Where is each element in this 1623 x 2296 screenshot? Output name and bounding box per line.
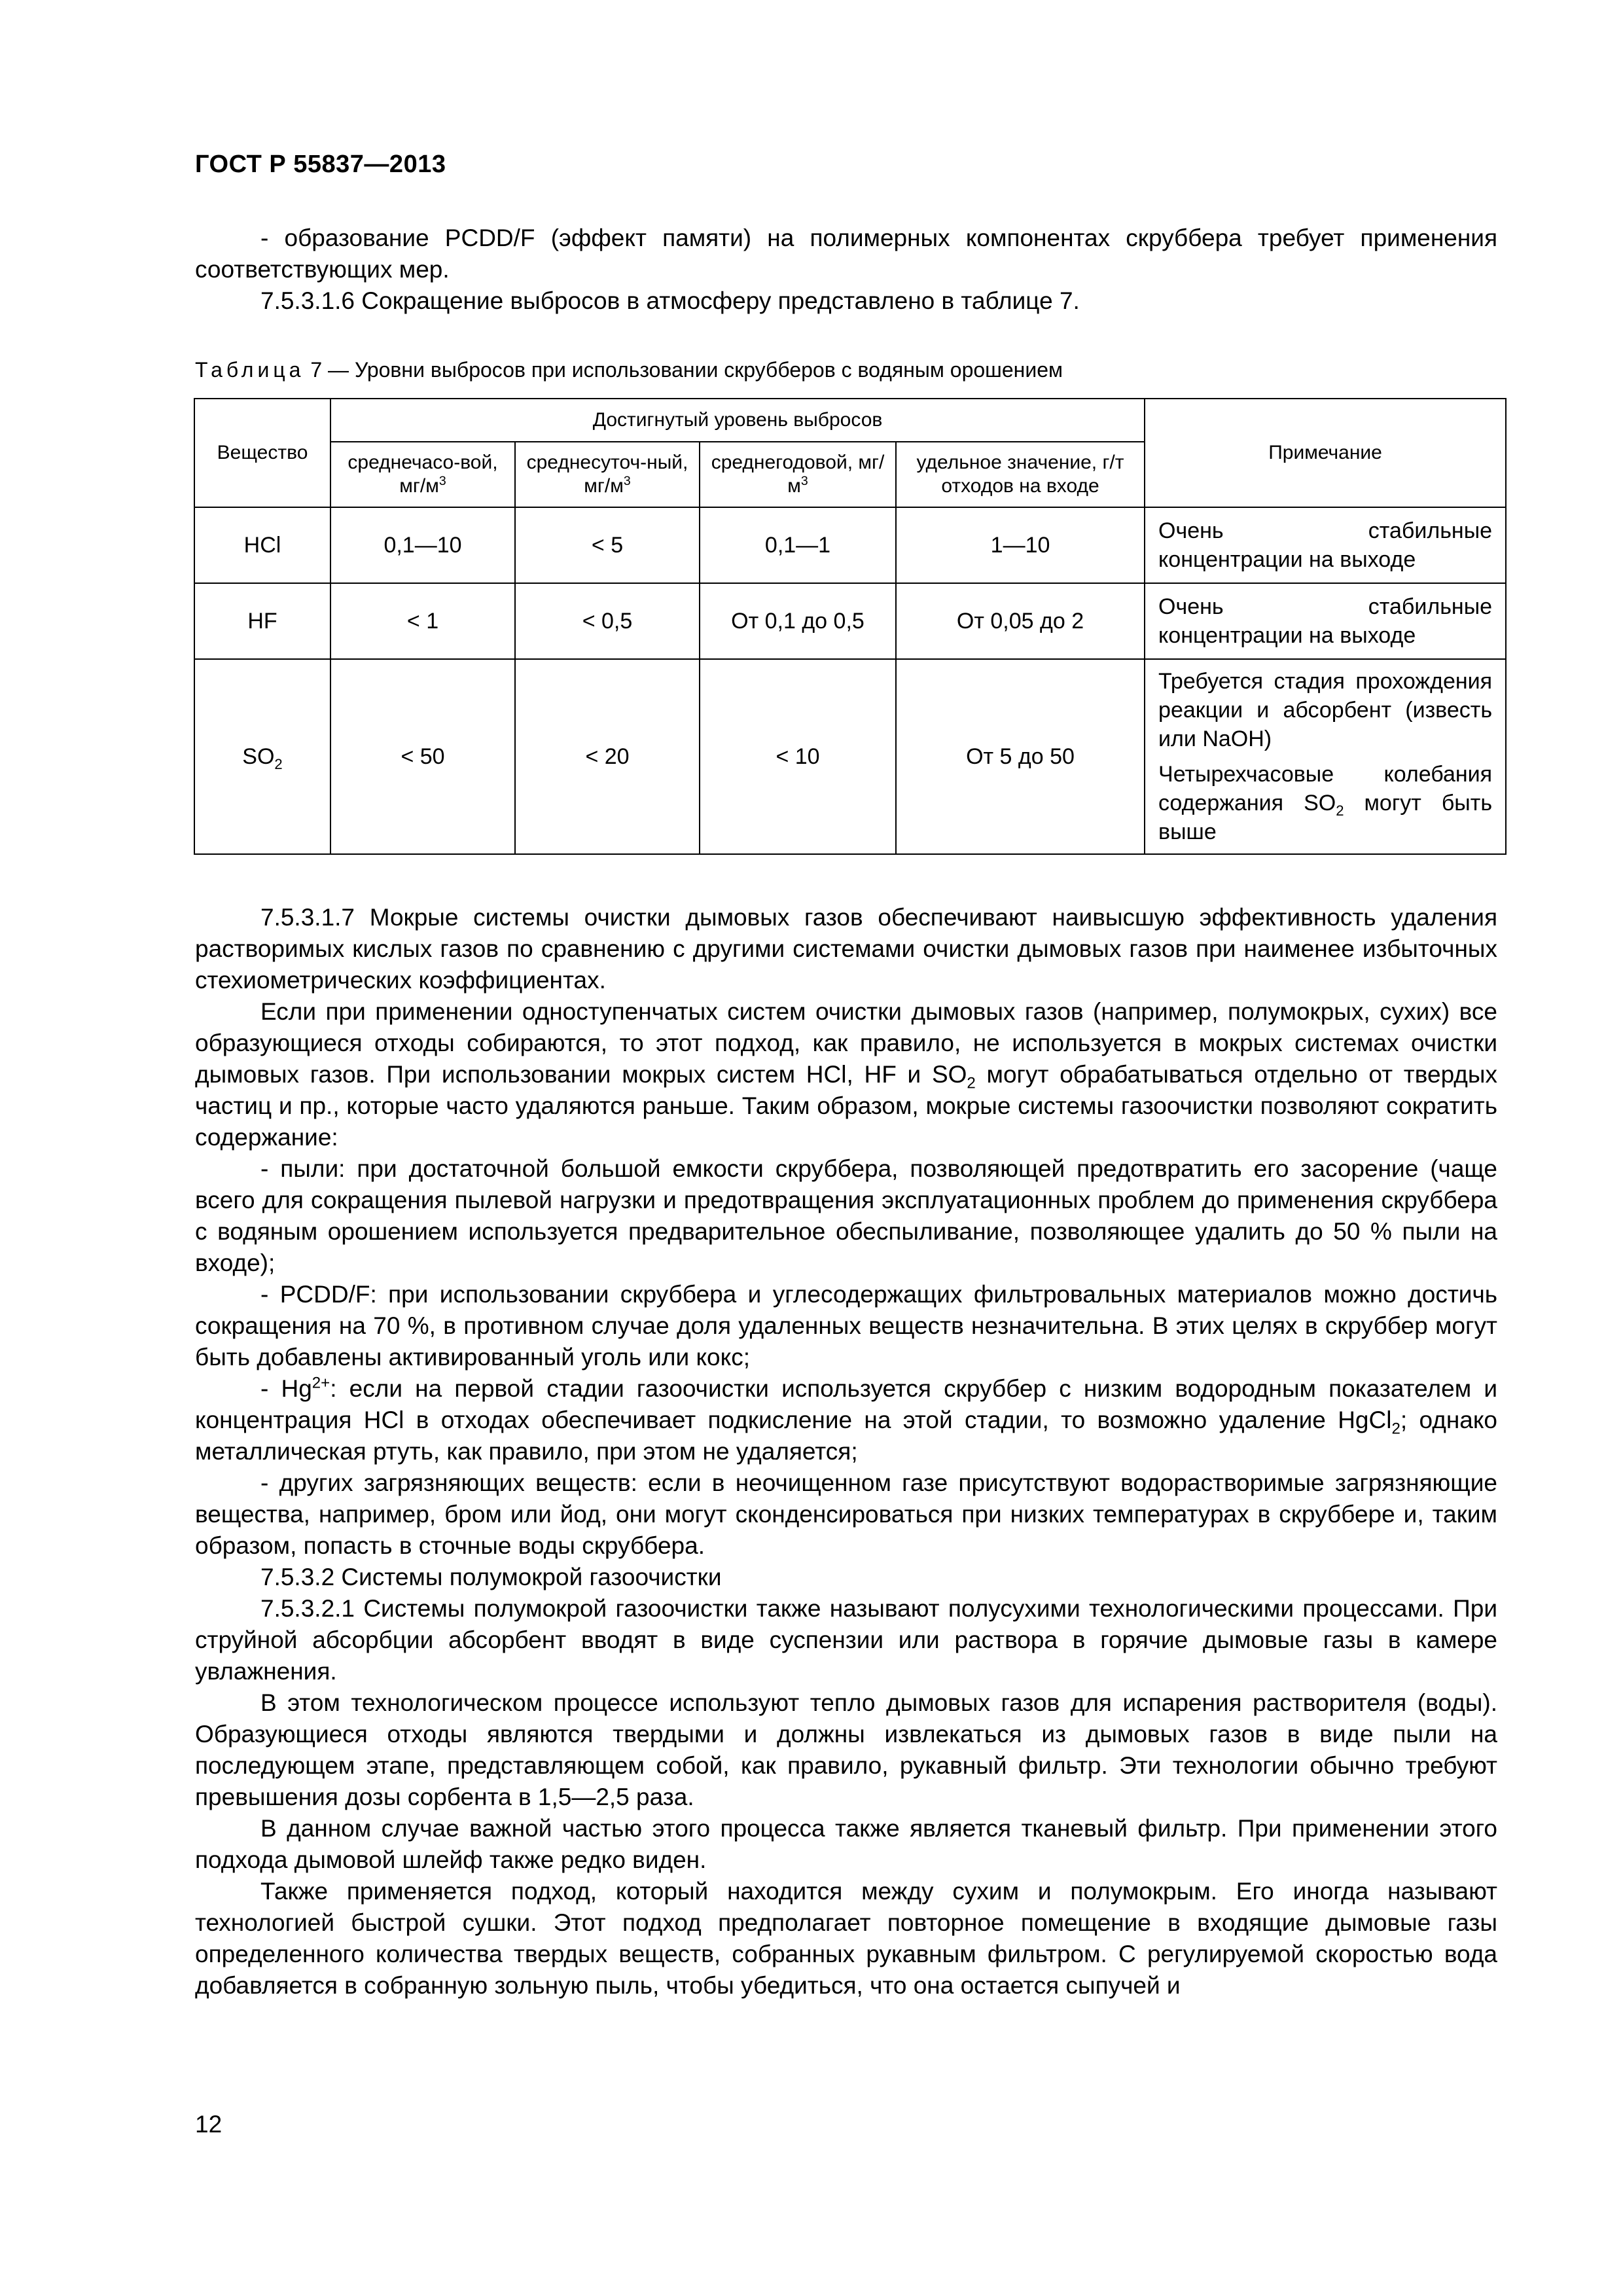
- table-row: [194, 583, 1506, 659]
- paragraph: Если при применении одноступенчатых систем очистки дымовых газов (например, полумокрых, сухих) все образующиеся отходы собираются, то этот подход, как правило, не используется в мокрых системах очистки дымовых газов. При использовании мокрых систем HCl, HF и $SO_2$ могут обрабатываться отдельно от твердых частиц и пр., которые часто удаляются раньше. Таким образом, мокрые системы газоочистки позволяют сократить содержание:: [195, 998, 1497, 1151]
- paragraph: В этом технологическом процессе используют тепло дымовых газов для испарения растворителя (воды). Образующиеся отходы являются твердыми и должны извлекаться из дымовых газов в виде пыли на последующем этапе, представляющем собой, как правило, рукавный фильтр. Эти технологии обычно требуют превышения дозы сорбента в 1,5—2,5 раза.: [195, 1689, 1497, 1810]
- paragraph: - PCDD/F: при использовании скруббера и углесодержащих фильтровальных материалов можно достичь сокращения на 70 %, в противном случае доля удаленных веществ незначительна. В этих целях в скруббер могут быть добавлены активированный уголь или кокс;: [195, 1281, 1497, 1371]
- header-note: Примечание: [1145, 399, 1506, 507]
- paragraph: - других загрязняющих веществ: если в неочищенном газе присутствуют водорастворимые загрязняющие вещества, например, бром или йод, они могут сконденсироваться при низких температурах в скруббере и, таким образом, попасть в сточные воды скруббера.: [195, 1469, 1497, 1559]
- cell-note: Очень стабильные концентрации на выходе: [1145, 583, 1506, 659]
- paragraph: 7.5.3.1.6 Сокращение выбросов в атмосферу представлено в таблице 7.: [260, 287, 1080, 314]
- cell-daily: < 20: [515, 659, 700, 854]
- header-hourly: среднечасо-вой, $мг/м^3$: [330, 442, 515, 507]
- table-caption: [195, 357, 1497, 383]
- paragraph: Также применяется подход, который находится между сухим и полумокрым. Его иногда называют технологией быстрой сушки. Этот подход предполагает повторное помещение в входящие дымовые газы определенного количества твердых веществ, собранных рукавным фильтром. С регулируемой скоростью вода добавляется в собранную зольную пыль, чтобы убедиться, что она остается сыпучей и: [195, 1878, 1497, 1999]
- section-heading: 7.5.3.2 Системы полумокрой газоочистки: [260, 1564, 722, 1590]
- paragraph: 7.5.3.2.1 Системы полумокрой газоочистки также называют полусухими технологическими процессами. При струйной абсорбции абсорбент вводят в виде суспензии или раствора в горячие дымовые газы в камере увлажнения.: [195, 1595, 1497, 1685]
- emissions-table: [194, 398, 1507, 855]
- paragraph: - $Hg^{2+}$: если на первой стадии газоочистки используется скруббер с низким водородным показателем и концентрация HCl в отходах обеспечивает подкисление на этой стадии, то возможно удаление HgCl$_2$; однако металлическая ртуть, как правило, при этом не удаляется;: [195, 1374, 1498, 1465]
- page-number: 12: [195, 2111, 223, 2138]
- cell-specific: 1—10: [896, 507, 1145, 583]
- table-row: [194, 507, 1506, 583]
- cell-hourly: < 1: [330, 583, 515, 659]
- header-specific: удельное значение, г/т отходов на входе: [896, 442, 1145, 507]
- paragraph: 7.5.3.1.7 Мокрые системы очистки дымовых газов обеспечивают наивысшую эффективность удаления растворимых кислых газов по сравнению с другими системами очистки дымовых газов при наименее избыточных стехиометрических коэффициентах.: [195, 904, 1497, 994]
- header-yearly: среднегодовой, $мг/м^3$: [700, 442, 896, 507]
- paragraph: - образование PCDD/F (эффект памяти) на полимерных компонентах скруббера требует применения соответствующих мер.: [195, 224, 1497, 283]
- cell-yearly: От 0,1 до 0,5: [700, 583, 896, 659]
- intro-block: [195, 223, 1497, 317]
- table-caption-label: Таблица: [195, 358, 305, 382]
- cell-yearly: < 10: [700, 659, 896, 854]
- table-caption-text: 7 — Уровни выбросов при использовании скрубберов с водяным орошением: [304, 358, 1063, 382]
- cell-note: Очень стабильные концентрации на выходе: [1145, 507, 1506, 583]
- document-id: ГОСТ Р 55837—2013: [195, 151, 446, 178]
- body-text: [195, 902, 1497, 2001]
- header-achieved: Достигнутый уровень выбросов: [330, 399, 1145, 442]
- note-line: Требуется стадия прохождения реакции и абсорбент (известь или NaOH): [1158, 669, 1493, 751]
- cell-yearly: 0,1—1: [700, 507, 896, 583]
- header-substance: Вещество: [194, 399, 330, 507]
- header-daily: среднесуточ-ный, $мг/м^3$: [515, 442, 700, 507]
- cell-substance: HCl: [194, 507, 330, 583]
- cell-daily: < 5: [515, 507, 700, 583]
- note-line: Четырехчасовые колебания содержания $SO_2$ могут быть выше: [1158, 762, 1493, 844]
- paragraph: В данном случае важной частью этого процесса также является тканевый фильтр. При применении этого подхода дымовой шлейф также редко виден.: [195, 1815, 1497, 1873]
- cell-hourly: < 50: [330, 659, 515, 854]
- cell-daily: < 0,5: [515, 583, 700, 659]
- cell-substance: HF: [194, 583, 330, 659]
- cell-hourly: 0,1—10: [330, 507, 515, 583]
- cell-specific: От 0,05 до 2: [896, 583, 1145, 659]
- cell-note: [1145, 659, 1506, 854]
- cell-substance: $SO_2$: [194, 659, 330, 854]
- cell-specific: От 5 до 50: [896, 659, 1145, 854]
- paragraph: - пыли: при достаточной большой емкости скруббера, позволяющей предотвратить его засорение (чаще всего для сокращения пылевой нагрузки и предотвращения эксплуатационных проблем до применения скруббера с водяным орошением используется предварительное обеспыливание, позволяющее удалить до 50 % пыли на входе);: [195, 1155, 1497, 1276]
- table-row: [194, 659, 1506, 854]
